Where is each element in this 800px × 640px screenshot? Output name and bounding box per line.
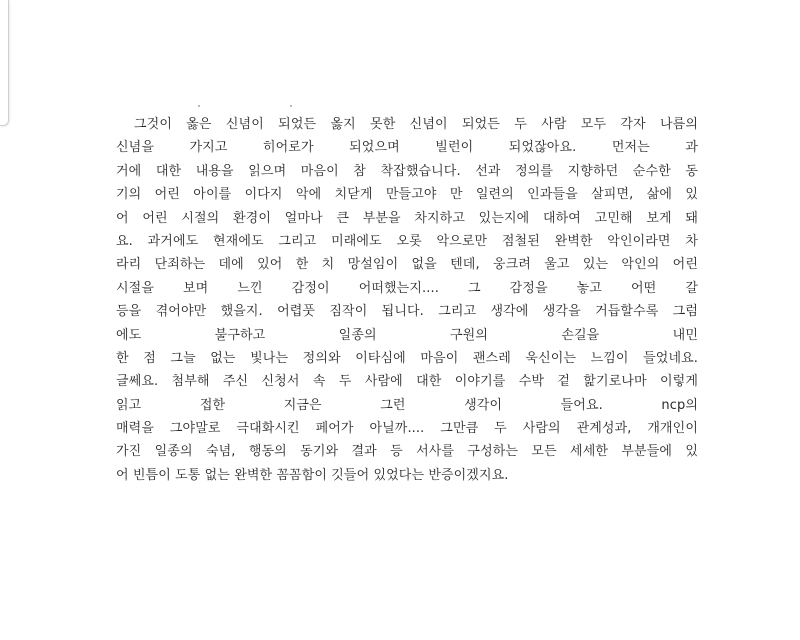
text-line: 어 어린 시절의 환경이 얼마나 큰 부분을 차지하고 있는지에 대하여 고민해 보게 돼: [116, 210, 698, 226]
text-line: 요. 과거에도 현재에도 그리고 미래에도 오롯 악으로만 점철된 완벽한 악인이라면 차: [116, 233, 698, 249]
text-line: 등을 겪어야만 했을지. 어렵풋 짐작이 됩니다. 그리고 생각에 생각을 거듭할수록 그럼: [116, 304, 698, 320]
text-line: 어 빈틈이 도통 없는 완벽한 꼼꼼함이 깃들어 있었다는 반증이겠지요.: [116, 467, 509, 483]
scan-mark: [290, 105, 292, 107]
document-body: [116, 113, 698, 487]
text-line: 매력을 그야말로 극대화시킨 페어가 아닐까.... 그만큼 두 사람의 관계성과, 개개인이: [116, 421, 698, 437]
text-line: 시절을 보며 느낀 감정이 어떠했는지.... 그 감정을 놓고 어떤 갈: [116, 280, 698, 296]
text-line: 가진 일종의 숙념, 행동의 동기와 결과 등 서사를 구성하는 모든 세세한 부분들에 있: [116, 444, 698, 460]
text-line: 기의 어린 아이를 이다지 악에 치닫게 만들고야 만 일련의 인과들을 살피면, 삶에 있: [116, 187, 698, 203]
text-line: 거에 대한 내용을 읽으며 마음이 참 착잡했습니다. 선과 정의를 지향하던 순수한 동: [116, 163, 698, 179]
scan-mark: [198, 105, 200, 107]
text-line: 글쎄요. 첨부해 주신 신청서 속 두 사람에 대한 이야기를 수박 겉 핥기로나마 이렇게: [116, 374, 698, 390]
text-line: 읽고 접한 지금은 그런 생각이 들어요. ncp의: [116, 397, 698, 413]
window-edge: [0, 0, 9, 126]
text-line: 그것이 옳은 신념이 되었든 옳지 못한 신념이 되었든 두 사람 모두 각자 나름의: [134, 117, 698, 132]
text-line: 신념을 가지고 히어로가 되었으며 빌런이 되었잖아요. 먼저는 과: [116, 140, 698, 156]
text-line: 라리 단죄하는 데에 있어 한 치 망설임이 없을 텐데, 웅크려 울고 있는 악인의 어린: [116, 257, 698, 273]
text-line: 한 점 그늘 없는 빛나는 정의와 이타심에 마음이 괜스레 욱신이는 느낌이 들었네요.: [116, 350, 698, 366]
text-line: 에도 불구하고 일종의 구원의 손길을 내민: [116, 327, 698, 343]
